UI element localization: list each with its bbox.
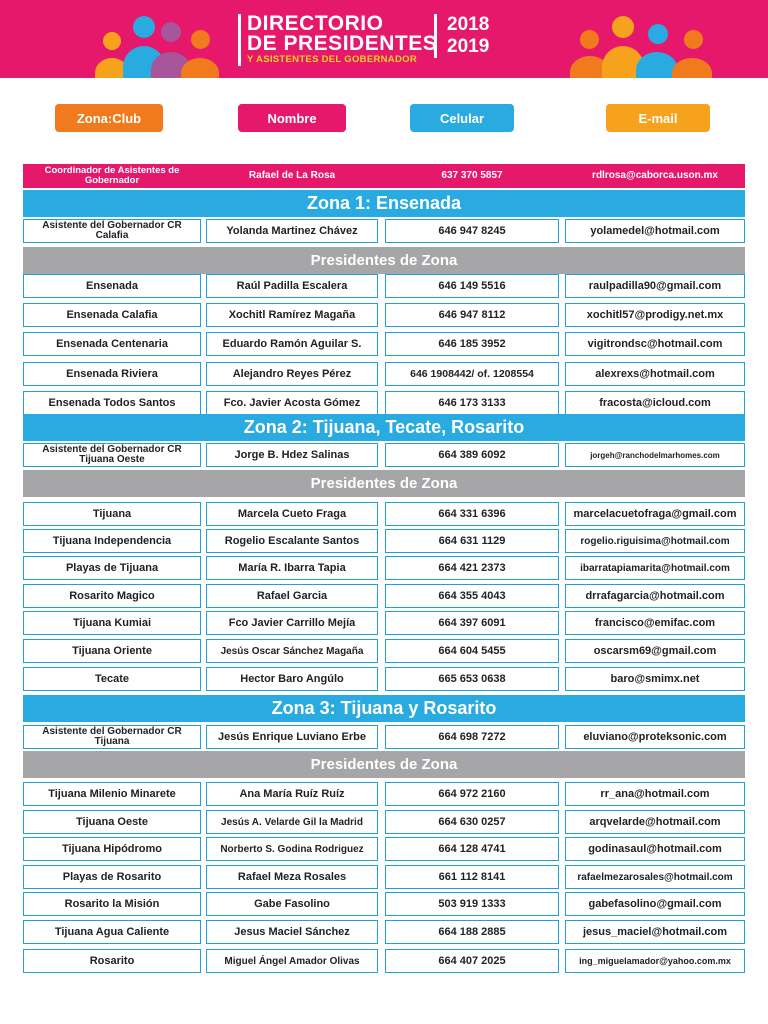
club-cell: Tijuana Kumiai — [23, 611, 201, 635]
zone-1-assistant-row — [23, 219, 745, 245]
phone-cell: 664 631 1129 — [385, 529, 559, 553]
phone-cell: 646 1908442/ of. 1208554 — [385, 362, 559, 386]
club-cell: Playas de Rosarito — [23, 865, 201, 889]
name-cell: María R. Ibarra Tapia — [206, 556, 378, 580]
assistant-email: jorgeh@ranchodelmarhomes.com — [565, 443, 745, 467]
zone-1-header: Zona 1: Ensenada — [23, 190, 745, 217]
phone-cell: 664 407 2025 — [385, 949, 559, 973]
club-cell: Tijuana Oeste — [23, 810, 201, 834]
assistant-email: eluviano@proteksonic.com — [565, 725, 745, 749]
phone-cell: 664 630 0257 — [385, 810, 559, 834]
email-cell: drrafagarcia@hotmail.com — [565, 584, 745, 608]
phone-cell: 664 331 6396 — [385, 502, 559, 526]
club-cell: Rosarito Magico — [23, 584, 201, 608]
assistant-name: Jorge B. Hdez Salinas — [206, 443, 378, 467]
email-cell: raulpadilla90@gmail.com — [565, 274, 745, 298]
table-row — [23, 584, 745, 610]
phone-cell: 646 947 8112 — [385, 303, 559, 327]
table-row — [23, 611, 745, 637]
email-cell: oscarsm69@gmail.com — [565, 639, 745, 663]
year-range — [434, 14, 489, 58]
table-row — [23, 949, 745, 975]
column-tag-email: E-mail — [606, 104, 710, 132]
coordinator-row — [23, 164, 745, 188]
zone-3-presidents-header: Presidentes de Zona — [23, 751, 745, 778]
phone-cell: 646 173 3133 — [385, 391, 559, 415]
club-cell: Ensenada — [23, 274, 201, 298]
table-row — [23, 639, 745, 665]
zone-1-presidents-header: Presidentes de Zona — [23, 247, 745, 274]
email-cell: francisco@emifac.com — [565, 611, 745, 635]
name-cell: Gabe Fasolino — [206, 892, 378, 916]
name-cell: Jesus Maciel Sánchez — [206, 920, 378, 944]
phone-cell: 664 355 4043 — [385, 584, 559, 608]
email-cell: gabefasolino@gmail.com — [565, 892, 745, 916]
coordinator-email: rdlrosa@caborca.uson.mx — [592, 170, 718, 181]
column-legend — [0, 104, 768, 138]
email-cell: rafaelmezarosales@hotmail.com — [565, 865, 745, 889]
coordinator-name: Rafael de La Rosa — [248, 170, 336, 181]
club-cell: Ensenada Todos Santos — [23, 391, 201, 415]
club-cell: Tijuana — [23, 502, 201, 526]
phone-cell: 664 128 4741 — [385, 837, 559, 861]
club-cell: Tijuana Independencia — [23, 529, 201, 553]
zone-3-assistant-row — [23, 725, 745, 751]
assistant-phone: 664 698 7272 — [385, 725, 559, 749]
phone-cell: 664 421 2373 — [385, 556, 559, 580]
club-cell: Playas de Tijuana — [23, 556, 201, 580]
name-cell: Norberto S. Godina Rodriguez — [206, 837, 378, 861]
email-cell: godinasaul@hotmail.com — [565, 837, 745, 861]
coordinator-phone: 637 370 5857 — [441, 170, 503, 181]
club-cell: Ensenada Riviera — [23, 362, 201, 386]
table-row — [23, 502, 745, 528]
name-cell: Raúl Padilla Escalera — [206, 274, 378, 298]
zone-2-assistant-row — [23, 443, 745, 469]
name-cell: Eduardo Ramón Aguilar S. — [206, 332, 378, 356]
people-group-illustration-left — [95, 10, 230, 78]
table-row — [23, 274, 745, 300]
assistant-name: Jesús Enrique Luviano Erbe — [206, 725, 378, 749]
phone-cell: 646 185 3952 — [385, 332, 559, 356]
name-cell: Jesús A. Velarde Gil la Madrid — [206, 810, 378, 834]
club-cell: Tijuana Milenio Minarete — [23, 782, 201, 806]
email-cell: alexrexs@hotmail.com — [565, 362, 745, 386]
table-row — [23, 837, 745, 863]
name-cell: Alejandro Reyes Pérez — [206, 362, 378, 386]
zone-2-presidents-header: Presidentes de Zona — [23, 470, 745, 497]
email-cell: arqvelarde@hotmail.com — [565, 810, 745, 834]
year-start: 2018 — [447, 14, 490, 35]
club-cell: Ensenada Centenaria — [23, 332, 201, 356]
club-cell: Tijuana Oriente — [23, 639, 201, 663]
email-cell: marcelacuetofraga@gmail.com — [565, 502, 745, 526]
club-cell: Tijuana Agua Caliente — [23, 920, 201, 944]
name-cell: Miguel Ángel Amador Olivas — [206, 949, 378, 973]
email-cell: jesus_maciel@hotmail.com — [565, 920, 745, 944]
name-cell: Ana María Ruíz Ruíz — [206, 782, 378, 806]
assistant-name: Yolanda Martinez Chávez — [206, 219, 378, 243]
name-cell: Rogelio Escalante Santos — [206, 529, 378, 553]
column-tag-club: Zona:Club — [55, 104, 163, 132]
phone-cell: 661 112 8141 — [385, 865, 559, 889]
table-row — [23, 810, 745, 836]
phone-cell: 503 919 1333 — [385, 892, 559, 916]
zone-3-header: Zona 3: Tijuana y Rosarito — [23, 695, 745, 722]
assistant-club: Asistente del Gobernador CR Tijuana Oeste — [23, 443, 201, 467]
club-cell: Rosarito la Misión — [23, 892, 201, 916]
email-cell: ing_miguelamador@yahoo.com.mx — [565, 949, 745, 973]
name-cell: Hector Baro Angúlo — [206, 667, 378, 691]
column-tag-nombre: Nombre — [238, 104, 346, 132]
phone-cell: 665 653 0638 — [385, 667, 559, 691]
name-cell: Xochitl Ramírez Magaña — [206, 303, 378, 327]
email-cell: rogelio.riguisima@hotmail.com — [565, 529, 745, 553]
table-row — [23, 920, 745, 946]
name-cell: Fco Javier Carrillo Mejía — [206, 611, 378, 635]
phone-cell: 646 149 5516 — [385, 274, 559, 298]
year-end: 2019 — [447, 36, 490, 57]
email-cell: xochitl57@prodigy.net.mx — [565, 303, 745, 327]
assistant-phone: 646 947 8245 — [385, 219, 559, 243]
club-cell: Tijuana Hipódromo — [23, 837, 201, 861]
table-row — [23, 556, 745, 582]
name-cell: Rafael Meza Rosales — [206, 865, 378, 889]
club-cell: Tecate — [23, 667, 201, 691]
phone-cell: 664 397 6091 — [385, 611, 559, 635]
email-cell: baro@smimx.net — [565, 667, 745, 691]
table-row — [23, 865, 745, 891]
column-tag-celular: Celular — [410, 104, 514, 132]
table-row — [23, 782, 745, 808]
name-cell: Marcela Cueto Fraga — [206, 502, 378, 526]
people-group-illustration-right — [570, 10, 730, 78]
phone-cell: 664 188 2885 — [385, 920, 559, 944]
name-cell: Rafael Garcia — [206, 584, 378, 608]
email-cell: fracosta@icloud.com — [565, 391, 745, 415]
table-row — [23, 892, 745, 918]
table-row — [23, 667, 745, 693]
table-row — [23, 303, 745, 329]
title-line-1: DIRECTORIO — [247, 12, 384, 35]
title-line-3: Y ASISTENTES DEL GOBERNADOR — [247, 54, 417, 65]
club-cell: Rosarito — [23, 949, 201, 973]
email-cell: ibarratapiamarita@hotmail.com — [565, 556, 745, 580]
header-banner — [0, 0, 768, 78]
email-cell: rr_ana@hotmail.com — [565, 782, 745, 806]
name-cell: Fco. Javier Acosta Gómez — [206, 391, 378, 415]
table-row — [23, 529, 745, 555]
directory-title — [238, 14, 437, 66]
coordinator-role: Coordinador de Asistentes de Gobernador — [44, 165, 180, 186]
zone-2-header: Zona 2: Tijuana, Tecate, Rosarito — [23, 414, 745, 441]
assistant-email: yolamedel@hotmail.com — [565, 219, 745, 243]
table-row — [23, 332, 745, 358]
club-cell: Ensenada Calafia — [23, 303, 201, 327]
table-row — [23, 362, 745, 388]
title-line-2: DE PRESIDENTES — [247, 32, 438, 55]
assistant-club: Asistente del Gobernador CR Calafia — [23, 219, 201, 243]
phone-cell: 664 604 5455 — [385, 639, 559, 663]
name-cell: Jesús Oscar Sánchez Magaña — [206, 639, 378, 663]
email-cell: vigitrondsc@hotmail.com — [565, 332, 745, 356]
assistant-phone: 664 389 6092 — [385, 443, 559, 467]
phone-cell: 664 972 2160 — [385, 782, 559, 806]
assistant-club: Asistente del Gobernador CR Tijuana — [23, 725, 201, 749]
